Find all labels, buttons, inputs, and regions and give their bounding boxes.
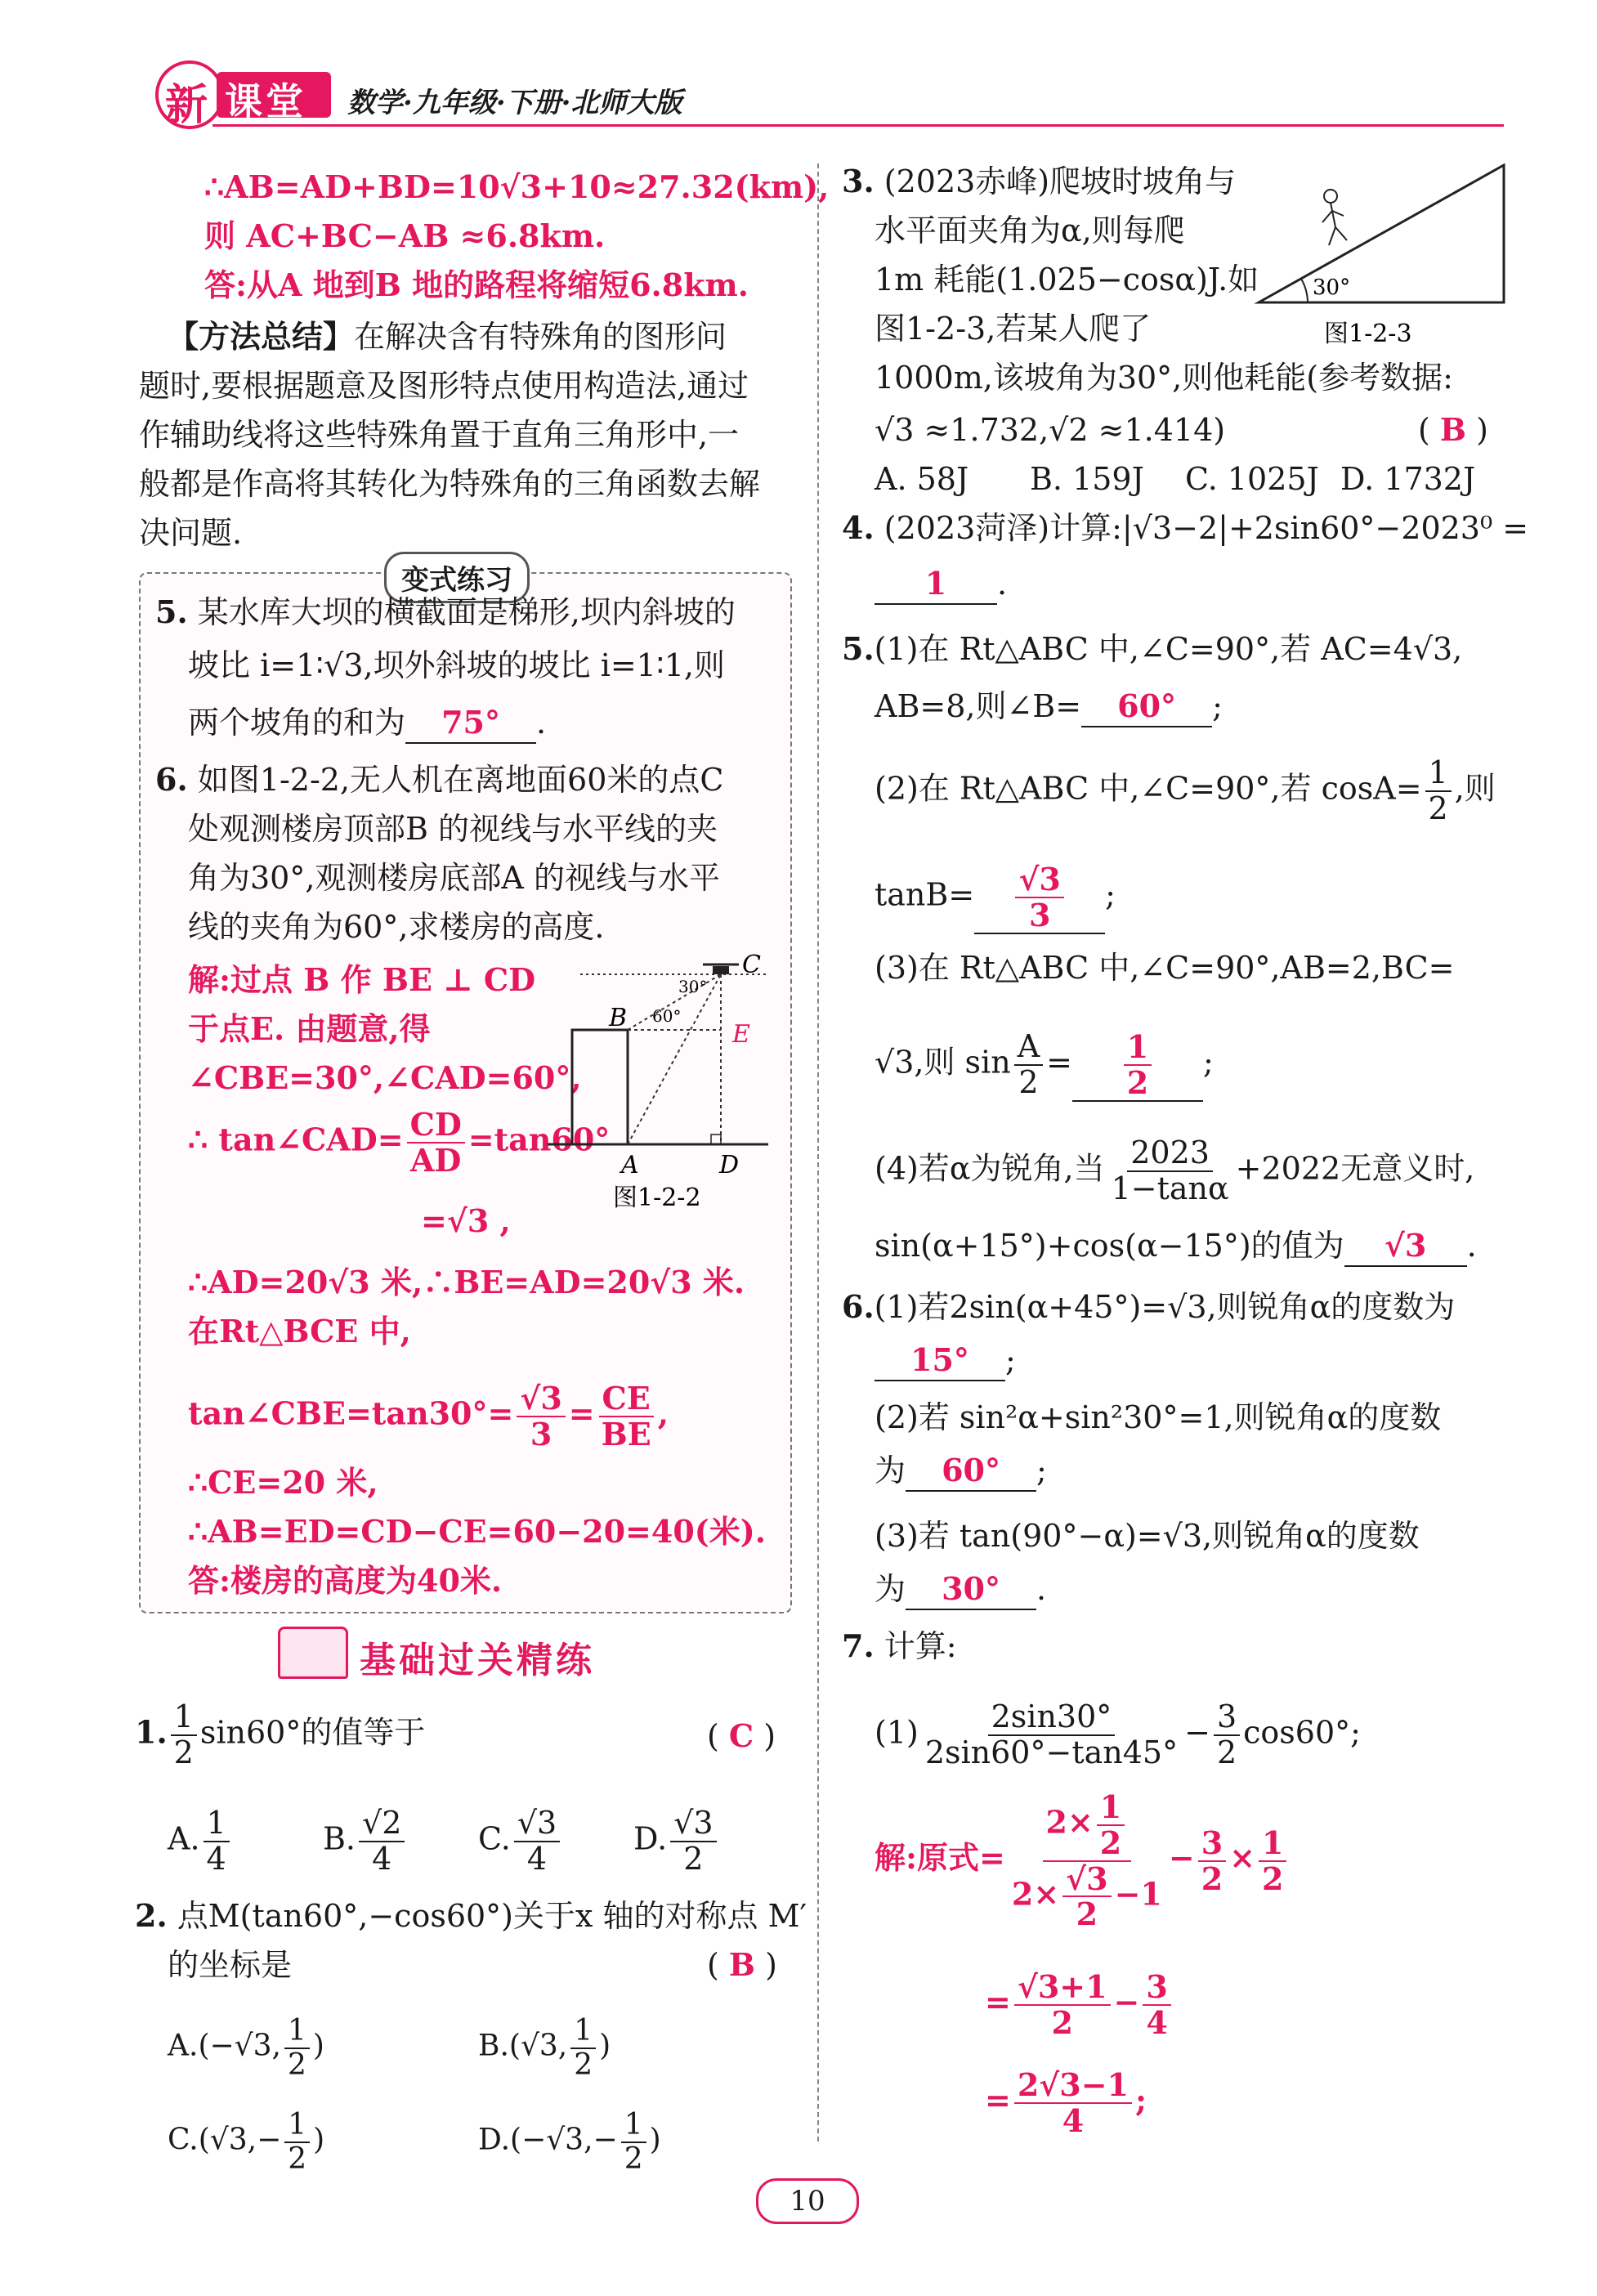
frac-num: 1 [570,2015,596,2049]
fig-angle-30: 30° [1313,275,1351,300]
lq6-line-2: 处观测楼房顶部B 的视线与水平线的夹 [188,811,718,847]
rq5-p1-blank [1081,687,1212,727]
frac-den: 2 [287,2048,306,2082]
rq5-p3a: (3)在 Rt△ABC 中,∠C=90°,AB=2,BC= [875,950,1455,986]
rq6-p1-answer: 15° [910,1341,969,1378]
lq6-frac-cd-ad [407,1108,465,1178]
frac-den: 2 [1076,1895,1098,1933]
option-sign: − [257,2123,282,2157]
lq6-frac-sqrt3-3 [517,1381,565,1452]
fig-label-b: B [609,1004,628,1032]
frac-num: 1 [1425,756,1452,792]
rq7-num: 7. [842,1627,875,1664]
frac-num: 1 [171,1700,197,1736]
lq6-line-1 [155,760,724,799]
frac-den: 4 [206,1840,226,1877]
rq4-blank-line: 1 . [875,564,1007,605]
method-line-2: 题时,要根据题意及图形特点使用构造法,通过 [139,368,749,404]
rq3-line-5: 1000m,该坡角为30°,则他耗能(参考数据: [875,360,1453,396]
option-label: D. [478,2123,511,2157]
fig-label-a: A [621,1151,639,1179]
q2-option-c[interactable]: C.(√3,− $\frac{1}{2}$ ) [168,2108,325,2176]
rq6-p2-answer: 60° [942,1452,1000,1488]
basic-title: 基础过关精练 [360,1640,595,1681]
q1-text: sin60°的值等于 [199,1714,426,1751]
page-number-badge [756,2178,859,2224]
frac-den: 2 [173,1734,194,1770]
rq7-eq-2: = [985,1983,1011,2021]
rq3-text-1: (2023赤峰)爬坡时坡角与 [883,163,1237,199]
lq5-text-3: 两个坡角的和为 [188,705,406,741]
rq6-p2b: 为 60° ; [875,1451,1047,1492]
rq4-num: 4. [842,509,875,546]
lq6-sol-5: =√3 , [421,1202,511,1239]
frac-den: 2sin60°−tan45° [924,1734,1179,1770]
frac-num: 1 [621,2109,646,2143]
lq5-line-2: 坡比 i=1∶√3,坝外斜坡的坡比 i=1∶1,则 [188,647,726,683]
rq6-p2b-text: 为 [875,1452,906,1488]
rq3-line-3: 1m 耗能(1.025−cosα)J.如 [875,262,1259,298]
q2-answer: B [728,1946,756,1983]
rq5-p4a-text: (4)若α为锐角,当 [875,1150,1105,1187]
cont-line-3: 答:从A 地到B 地的路程将缩短6.8km. [204,266,749,303]
option-label: B. [323,1820,356,1857]
lq5-answer: 75° [441,704,500,741]
q1-option-b[interactable] [323,1806,408,1877]
frac-den: 2 [1201,1860,1223,1897]
frac-den: 2 [683,1840,704,1877]
method-text-1: 在解决含有特殊角的图形问 [354,319,727,355]
logo-text: 课堂 [225,79,306,123]
frac-num: 1 [284,2109,310,2143]
rq3-num: 3. [842,163,875,199]
practice-title-text: 变式练习 [401,564,512,597]
lq6-num: 6. [155,761,188,798]
rq6-p1-blank-line: 15° ; [875,1340,1016,1381]
frac-den: 2 [574,2048,593,2082]
rq7-sol-3 [985,2068,1147,2138]
option-sign: − [593,2123,618,2157]
q1-option-a[interactable] [168,1806,233,1877]
logo-char: 新 [165,80,208,130]
rq4-text: (2023菏泽)计算:|√3−2|+2sin60°−2023⁰ = [883,510,1529,546]
frac-num: 1 [1259,1826,1286,1862]
option-label: C. [478,1820,511,1857]
rq5-p2 [875,756,1496,826]
frac-den: 2 [1428,790,1448,826]
lq6-sol-4b: =tan60° [467,1121,611,1158]
frac-num: 2√3−1 [1014,2068,1132,2104]
frac-num: √3 [1015,862,1063,898]
option-value: √3 [520,2029,558,2063]
method-tag: 【方法总结】 [168,318,355,355]
frac-den: 1−tanα [1111,1170,1229,1206]
rq6-p2-blank [906,1451,1036,1492]
page-number: 10 [790,2185,825,2218]
rq6-num: 6. [842,1288,875,1325]
rq3-answer-bracket: ( B ) [1418,411,1488,448]
rq7-sol-2-minus: − [1113,1983,1140,2021]
q1-frac [171,1700,197,1770]
frac-den: 2 [1216,1734,1237,1770]
rq5-p2c: tanB= $\frac{√3}{3}$ ; [875,861,1116,933]
column-divider [817,163,819,2142]
frac-num: √3 [670,1806,716,1842]
lq6-sol-10: ∴AB=ED=CD−CE=60−20=40(米). [188,1513,766,1550]
lq6-sol-6: ∴AD=20√3 米,∴BE=AD=20√3 米. [188,1264,745,1300]
option-label: A. [168,2029,199,2063]
rq7-sol-minus: − [1168,1839,1195,1877]
rq6-p3-answer: 30° [942,1570,1000,1607]
lq5-line-1 [155,593,736,632]
lq6-line-3: 角为30°,观测楼房底部A 的视线与水平 [188,860,720,896]
lq6-sol-8a: tan∠CBE=tan30°= [188,1394,514,1432]
q1-answer: C [728,1717,754,1754]
frac-num: √3 [514,1806,560,1842]
method-line-4: 般都是作高将其转化为特殊角的三角函数去解 [139,466,761,502]
option-value: −√3 [209,2029,272,2063]
rq3-option-b[interactable]: B. 159J [1030,461,1144,497]
big-num-pre: 2× [1045,1803,1094,1841]
option-value: −√3 [521,2123,584,2157]
big-den-pre: 2× [1011,1874,1060,1912]
rq7-sol-times: × [1229,1839,1255,1877]
frac-num: CD [407,1108,465,1144]
frac-den: 2 [1126,1063,1149,1101]
frac-den: 4 [526,1840,548,1877]
rq7-p1-tail: cos60°; [1243,1714,1361,1751]
rq7-eq-3: = [985,2081,1011,2119]
header [123,65,1496,131]
rq6-p3: (3)若 tan(90°−α)=√3,则锐角α的度数 [875,1518,1420,1554]
rq6-p3b-text: 为 [875,1571,906,1607]
cont-line-2: 则 AC+BC−AB ≈6.8km. [204,217,606,254]
rq5-p1b: AB=8,则∠B= 60° ; [875,687,1223,727]
rq7-sol-1 [875,1790,1290,1931]
fig-label-d: D [719,1151,740,1179]
frac-den: 4 [1062,2101,1085,2139]
rq3-answer: B [1439,411,1467,448]
rq7-p1-label: (1) [875,1714,919,1751]
q2-line-1 [135,1896,807,1936]
frac-num: √3+1 [1014,1970,1111,2006]
frac-num: 1 [1097,1790,1125,1826]
method-line-3: 作辅助线将这些特殊角置于直角三角形中,一 [139,417,740,453]
frac-den: 2 [1262,1860,1284,1897]
lq6-sol-3: ∠CBE=30°,∠CAD=60°, [188,1059,582,1096]
rq4-answer: 1 [924,565,947,602]
rq5-p1a-text: (1)在 Rt△ABC 中,∠C=90°,若 AC=4√3, [874,631,1463,667]
q2-option-b[interactable]: B.(√3, $\frac{1}{2}$ ) [478,2014,611,2082]
rq5-p1a [842,629,1462,669]
frac-den: 2 [288,2142,307,2176]
rq5-p2c-text: tanB= [875,876,975,913]
fig-label-e: E [732,1020,750,1049]
lq5-line-3: 两个坡角的和为 75° . [188,703,546,744]
rq7-sol-2 [985,1970,1174,2040]
rq3-line-4: 图1-2-3,若某人爬了 [875,311,1152,347]
frac-den: 2 [1099,1824,1122,1861]
lq6-sol-2: 于点E. 由题意,得 [188,1010,431,1047]
frac-den: 3 [530,1415,552,1452]
fig-angle-30: 30° [678,977,708,996]
frac-den: AD [409,1141,462,1179]
q2-option-d[interactable]: D.(−√3,− $\frac{1}{2}$ ) [478,2108,661,2176]
option-value: √3 [209,2123,248,2157]
fig-caption-1-2-3: 图1-2-3 [1324,320,1412,348]
frac-num: √2 [359,1806,405,1842]
q1-option-d[interactable] [633,1806,720,1877]
frac-num: 2sin30° [988,1700,1116,1736]
option-label: B. [478,2029,509,2063]
book-icon [278,1627,348,1679]
frac-den: 3 [1028,896,1051,933]
method-line-5: 决问题. [139,515,243,551]
rq6-p3-blank [906,1569,1036,1610]
rq3-option-d[interactable]: D. 1732J [1340,461,1476,497]
lq6-sol-9: ∴CE=20 米, [188,1464,378,1501]
lq6-sol-4 [188,1108,610,1178]
big-den-post: −1 [1114,1874,1162,1912]
figure-1-2-2 [548,940,785,1210]
rq7-p1-minus: − [1184,1714,1210,1751]
rq4-blank [875,564,997,605]
lq6-sol-4a: ∴ tan∠CAD= [188,1121,404,1158]
rq5-p4b-text: +2022无意义时, [1235,1150,1475,1187]
rq6-p1-text: (1)若2sin(α+45°)=√3,则锐角α的度数为 [874,1289,1456,1325]
fig-caption-1-2-2: 图1-2-2 [613,1184,701,1210]
lq6-sol-7: 在Rt△BCE 中, [188,1313,411,1349]
header-rule [212,124,1504,127]
rq5-p1b-text: AB=8,则∠B= [875,688,1082,724]
frac-num: 2023 [1127,1136,1213,1172]
rq5-p3-blank [1072,1030,1203,1102]
rq7-title-text: 计算: [883,1628,957,1664]
rq5-p2b-text: ,则 [1454,770,1496,807]
q2-option-a[interactable]: A.(−√3, $\frac{1}{2}$ ) [168,2014,324,2082]
q1-line [135,1700,425,1770]
method-line-1 [168,317,727,356]
q2-num: 2. [135,1897,168,1934]
option-label: A. [168,1820,200,1857]
rq5-num: 5. [842,630,875,667]
header-subtitle: 数学·九年级·下册·北师大版 [347,87,682,119]
option-label: C. [168,2123,199,2157]
frac-num: 1 [204,1806,230,1842]
frac-num: √3 [1062,1862,1111,1898]
q2-answer-bracket: ( B ) [707,1946,777,1983]
rq6-p1 [842,1287,1455,1327]
frac-num: 1 [1124,1030,1152,1066]
rq3-line-2: 水平面夹角为α,则每爬 [875,213,1185,248]
rq3-line-6: √3 ≈1.732,√2 ≈1.414) [875,412,1226,448]
rq3-option-c[interactable]: C. 1025J [1185,461,1319,497]
lq5-num: 5. [155,593,188,630]
frac-num: 1 [284,2015,310,2049]
frac-num: A [1014,1030,1043,1066]
frac-den: BE [601,1415,651,1452]
rq5-p4-answer: √3 [1384,1227,1427,1264]
rq5-p2a-text: (2)在 Rt△ABC 中,∠C=90°,若 cosA= [875,770,1422,807]
rq4-line [842,508,1528,548]
lq6-text-1: 如图1-2-2,无人机在离地面60米的点C [197,762,724,798]
frac-den: 2 [1051,2003,1073,2041]
frac-den: 4 [372,1840,392,1877]
rq5-p3b: √3,则 sin $\frac{A}{2}$ = $\frac{1}{2}$ ; [875,1028,1214,1101]
rq7-p1 [875,1700,1361,1770]
rq6-p3b: 为 30° . [875,1569,1046,1610]
rq5-p4c: sin(α+15°)+cos(α−15°)的值为 √3 . [875,1226,1477,1267]
fig-angle-60: 60° [652,1006,682,1026]
rq5-p2-blank [974,862,1105,934]
rq5-p1-answer: 60° [1117,687,1177,724]
rq7-sol-3-end: ; [1134,2081,1147,2119]
frac-num: √3 [517,1381,565,1417]
rq7-sol-prefix: 解:原式= [875,1839,1005,1877]
rq6-p2: (2)若 sin²α+sin²30°=1,则锐角α的度数 [875,1399,1442,1435]
rq3-line-1 [842,162,1236,201]
q1-option-c[interactable] [478,1806,563,1877]
rq6-p1-blank [875,1340,1005,1381]
lq6-sol-11: 答:楼房的高度为40米. [188,1562,503,1599]
lq5-text-1: 某水库大坝的横截面是梯形,坝内斜坡的 [197,594,736,630]
q1-answer-bracket: ( C ) [707,1717,776,1754]
rq5-p4c-text: sin(α+15°)+cos(α−15°)的值为 [875,1228,1344,1264]
lq6-frac-ce-be [598,1381,655,1452]
rq5-p3eq: = [1046,1044,1072,1081]
lq6-sol-1: 解:过点 B 作 BE ⊥ CD [188,961,536,998]
rq3-option-a[interactable]: A. 58J [875,461,969,497]
cont-line-1: ∴AB=AD+BD=10√3+10≈27.32(km), [204,168,830,205]
rq7-title [842,1627,957,1666]
rq5-p4a [875,1136,1474,1206]
rq5-p3b-text: √3,则 sin [875,1044,1011,1081]
frac-den: 2 [1018,1063,1039,1100]
frac-num: 3 [1198,1826,1226,1862]
rq7-big-frac [1009,1790,1165,1931]
lq6-sol-8: tan∠CBE=tan30°= $\frac{√3}{3}$ = $\frac{CE}{BE}$ , [188,1380,669,1452]
q2-line-2: 的坐标是 [168,1947,293,1983]
frac-den: 4 [1146,2003,1168,2041]
lq5-blank [405,703,536,744]
fig-label-c: C [742,951,761,979]
option-label: D. [633,1820,668,1857]
frac-num: 3 [1143,1970,1170,2006]
frac-den: 2 [624,2142,643,2176]
q1-num: 1. [135,1713,168,1751]
frac-num: CE [599,1381,654,1417]
frac-num: 3 [1214,1700,1240,1736]
q2-text-1: 点M(tan60°,−cos60°)关于x 轴的对称点 M′ [177,1898,807,1934]
figure-1-2-3 [1250,163,1512,351]
lq6-line-4: 线的夹角为60°,求楼房的高度. [188,909,605,945]
rq5-p4-blank [1344,1226,1467,1267]
